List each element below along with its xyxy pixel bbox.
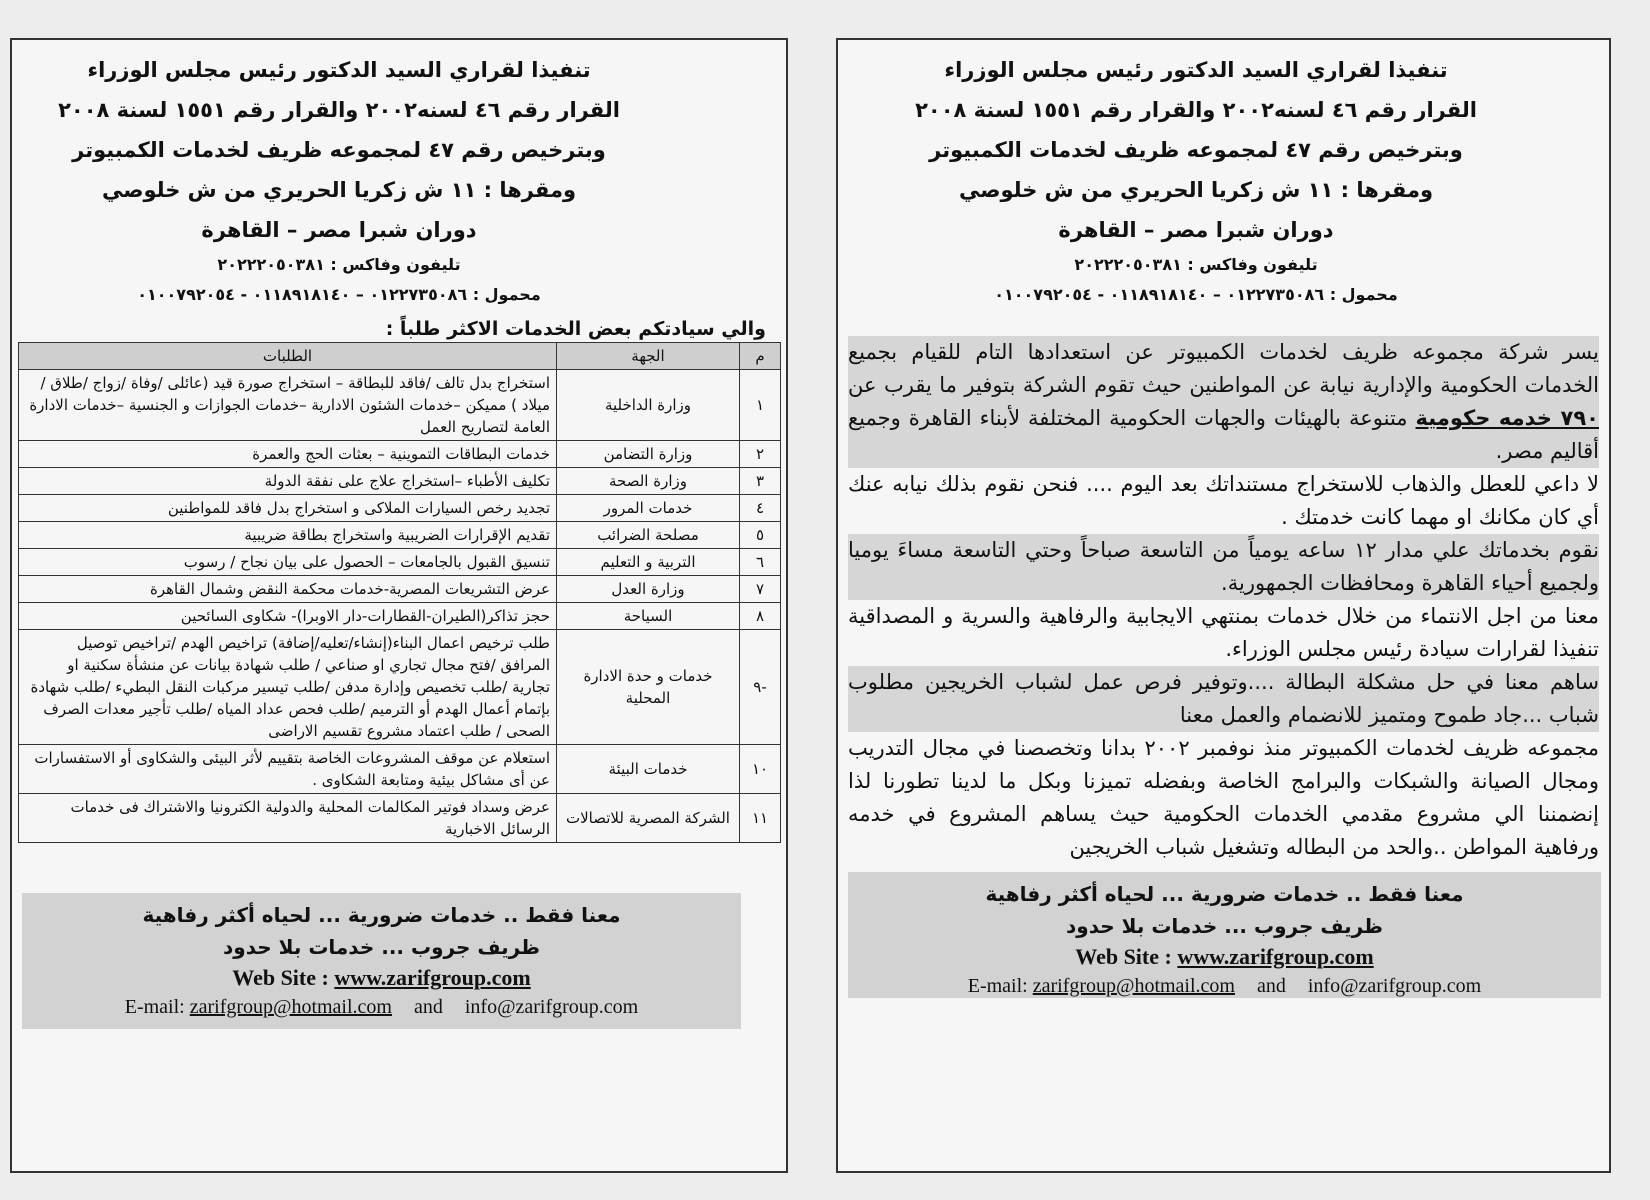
row-num: ٥ bbox=[740, 522, 781, 549]
row-dept: وزارة العدل bbox=[557, 576, 740, 603]
services-intro: والي سيادتكم بعض الخدمات الاكثر طلباً : bbox=[385, 318, 766, 340]
slogan-line-2: ظريف جروب ... خدمات بلا حدود bbox=[223, 935, 540, 959]
slogan-line-1: معنا فقط .. خدمات ضرورية ... لحياه أكثر رفاهية bbox=[985, 882, 1464, 906]
website-link[interactable]: www.zarifgroup.com bbox=[334, 965, 531, 990]
address-line: ومقرها : ١١ ش زكريا الحريري من ش خلوصي bbox=[958, 178, 1434, 202]
decree-line: تنفيذا لقراري السيد الدكتور رئيس مجلس الوزراء bbox=[944, 58, 1448, 82]
decree-numbers: القرار رقم ٤٦ لسنه٢٠٠٢ والقرار رقم ١٥٥١ لسنة ٢٠٠٨ bbox=[915, 98, 1477, 122]
paragraph-belonging: معنا من اجل الانتماء من خلال خدمات بمنتهي الايجابية والرفاهية والسرية و المصداقية تنفيذا لقرارات سيادة رئيس مجلس الوزراء. bbox=[848, 604, 1599, 661]
column-header-dept: الجهة bbox=[557, 343, 740, 370]
right-footer bbox=[848, 872, 1601, 998]
address-line: ومقرها : ١١ ش زكريا الحريري من ش خلوصي bbox=[101, 178, 577, 202]
table-row bbox=[19, 495, 781, 522]
row-dept: التربية و التعليم bbox=[557, 549, 740, 576]
row-dept: السياحة bbox=[557, 603, 740, 630]
row-num: ١٠ bbox=[740, 745, 781, 794]
right-panel bbox=[836, 38, 1611, 1173]
row-num: ٧ bbox=[740, 576, 781, 603]
row-dept: مصلحة الضرائب bbox=[557, 522, 740, 549]
row-dept: خدمات البيئة bbox=[557, 745, 740, 794]
table-row bbox=[19, 630, 781, 745]
row-requests: تكليف الأطباء –استخراج علاج على نفقة الدولة bbox=[19, 468, 557, 495]
row-requests: عرض التشريعات المصرية-خدمات محكمة النقض وشمال القاهرة bbox=[19, 576, 557, 603]
table-row bbox=[19, 794, 781, 843]
row-requests: طلب ترخيص اعمال البناء(إنشاء/تعليه/إضافة) تراخيص الهدم /تراخيص توصيل المرافق /فتح مجال تجاري او صناعي / طلب شهادة بيانات عن منشأة سكنية او تجارية /طلب تخصيص وإدارة مدفن /طلب تيسير مركبات النقل البطيء /طلب شهادة بإتمام أعمال الهدم أو الترميم /طلب فحص عداد المياه /طلب تأجير معدات الصرف الصحى / طلب اعتماد مشروع تقسيم الاراضى bbox=[19, 630, 557, 745]
column-header-requests: الطلبات bbox=[19, 343, 557, 370]
row-num: -٩ bbox=[740, 630, 781, 745]
table-row bbox=[19, 549, 781, 576]
paragraph-unemployment: ساهم معنا في حل مشكلة البطالة ....وتوفير فرص عمل لشباب الخريجين مطلوب شباب ...جاد طموح ومتميز للانضمام والعمل معنا bbox=[848, 666, 1599, 732]
email-line bbox=[22, 993, 741, 1021]
email-and: and bbox=[413, 996, 443, 1018]
row-num: ١ bbox=[740, 370, 781, 441]
address-city: دوران شبرا مصر – القاهرة bbox=[201, 218, 477, 242]
license-line: وبترخيص رقم ٤٧ لمجموعه ظريف لخدمات الكمبيوتر bbox=[72, 138, 606, 162]
row-dept: وزارة الداخلية bbox=[557, 370, 740, 441]
email-link-hotmail[interactable]: zarifgroup@hotmail.com bbox=[1032, 975, 1235, 997]
row-requests: تقديم الإقرارات الضريبية واستخراج بطاقة ضريبية bbox=[19, 522, 557, 549]
slogan-line-2: ظريف جروب ... خدمات بلا حدود bbox=[1066, 914, 1383, 938]
phone-fax: تليفون وفاكس : ٢٠٢٢٢٠٥٠٣٨١ bbox=[217, 255, 461, 274]
table-row bbox=[19, 370, 781, 441]
row-requests: حجز تذاكر(الطيران-القطارات-دار الاوبرا)- شكاوى السائحين bbox=[19, 603, 557, 630]
left-panel bbox=[10, 38, 788, 1173]
slogan-line-1: معنا فقط .. خدمات ضرورية ... لحياه أكثر رفاهية bbox=[142, 903, 621, 927]
row-requests: عرض وسداد فوتير المكالمات المحلية والدولية الكترونيا والاشتراك فى خدمات الرسائل الاخبارية bbox=[19, 794, 557, 843]
row-dept: وزارة التضامن bbox=[557, 441, 740, 468]
mobile-numbers: محمول : ٠١٢٢٧٣٥٠٨٦ – ٠١١٨٩١٨١٤٠ - ٠١٠٠٧٩٢٠٥٤ bbox=[137, 285, 541, 304]
row-requests: استعلام عن موقف المشروعات الخاصة بتقييم لأثر البيئى والشكاوى أو الاستفسارات عن أى مشاكل بيئية ومتابعة الشكاوى . bbox=[19, 745, 557, 794]
decree-numbers: القرار رقم ٤٦ لسنه٢٠٠٢ والقرار رقم ١٥٥١ لسنة ٢٠٠٨ bbox=[58, 98, 620, 122]
phone-fax: تليفون وفاكس : ٢٠٢٢٢٠٥٠٣٨١ bbox=[1074, 255, 1318, 274]
row-requests: تنسيق القبول بالجامعات – الحصول على بيان نجاح / رسوب bbox=[19, 549, 557, 576]
paragraph-intro-text-end: متنوعة بالهيئات والجهات الحكومية المختلفة لأبناء القاهرة وجميع أقاليم مصر. bbox=[848, 406, 1599, 463]
table-header-row bbox=[19, 343, 781, 370]
paragraph-no-need: لا داعي للعطل والذهاب للاستخراج مستنداتك بعد اليوم .... فنحن نقوم بذلك نيابه عنك أي كان مكانك او مهما كانت خدمتك . bbox=[848, 472, 1599, 529]
row-num: ٦ bbox=[740, 549, 781, 576]
row-requests: خدمات البطاقات التموينية – بعثات الحج والعمرة bbox=[19, 441, 557, 468]
row-dept: خدمات المرور bbox=[557, 495, 740, 522]
paragraph-intro bbox=[848, 336, 1599, 468]
website-link[interactable]: www.zarifgroup.com bbox=[1177, 944, 1374, 969]
mobile-numbers: محمول : ٠١٢٢٧٣٥٠٨٦ – ٠١١٨٩١٨١٤٠ - ٠١٠٠٧٩٢٠٥٤ bbox=[994, 285, 1398, 304]
email-link-info[interactable]: info@zarifgroup.com bbox=[1307, 975, 1482, 997]
license-line: وبترخيص رقم ٤٧ لمجموعه ظريف لخدمات الكمبيوتر bbox=[929, 138, 1463, 162]
row-dept: الشركة المصرية للاتصالات bbox=[557, 794, 740, 843]
email-link-info[interactable]: info@zarifgroup.com bbox=[464, 996, 639, 1018]
row-dept: خدمات و حدة الادارة المحلية bbox=[557, 630, 740, 745]
paragraph-history: مجموعه ظريف لخدمات الكمبيوتر منذ نوفمبر ٢٠٠٢ بدانا وتخصصنا في مجال التدريب ومجال الصيانة والشبكات والبرامج الخاصة وبفضله تميزنا وبكل ما لدينا تطورنا لذا إنضمننا الي مشروع مقدمي الخدمات الحكومية حيث يساهم المشروع في خدمه ورفاهية المواطن ..والحد من البطاله وتشغيل شباب الخريجين bbox=[848, 736, 1599, 859]
website-label: Web Site : bbox=[232, 965, 335, 990]
column-header-num: م bbox=[740, 343, 781, 370]
row-requests: تجديد رخص السيارات الملاكى و استخراج بدل فاقد للمواطنين bbox=[19, 495, 557, 522]
email-label: E-mail: bbox=[967, 975, 1033, 997]
paragraph-intro-text: يسر شركة مجموعه ظريف لخدمات الكمبيوتر عن استعدادها التام للقيام بجميع الخدمات الحكومية والإدارية نيابة عن المواطنين حيث تقوم الشركة بتوفير ما يقرب عن bbox=[848, 340, 1599, 397]
services-count-highlight: ٧٩٠ خدمه حكومية bbox=[1415, 406, 1599, 430]
table-row bbox=[19, 576, 781, 603]
services-table bbox=[18, 342, 781, 843]
website-line bbox=[848, 942, 1601, 972]
email-label: E-mail: bbox=[124, 996, 190, 1018]
table-row bbox=[19, 603, 781, 630]
row-num: ٣ bbox=[740, 468, 781, 495]
table-row bbox=[19, 522, 781, 549]
row-num: ٨ bbox=[740, 603, 781, 630]
decree-line: تنفيذا لقراري السيد الدكتور رئيس مجلس الوزراء bbox=[87, 58, 591, 82]
company-description bbox=[848, 336, 1599, 864]
left-header bbox=[12, 40, 786, 310]
row-num: ١١ bbox=[740, 794, 781, 843]
table-row bbox=[19, 745, 781, 794]
table-row bbox=[19, 468, 781, 495]
paragraph-hours: نقوم بخدماتك علي مدار ١٢ ساعه يومياً من التاسعة صباحاً وحتي التاسعة مساءَ يوميا ولجميع أحياء القاهرة ومحافظات الجمهورية. bbox=[848, 534, 1599, 600]
email-and: and bbox=[1256, 975, 1286, 997]
row-requests: استخراج بدل تالف /فاقد للبطاقة – استخراج صورة قيد (عائلى /وفاة /زواج /طلاق / ميلاد ) مميكن –خدمات الشئون الادارية –خدمات الجوازات و الجنسية –خدمات الادارة العامة لتصاريح العمل bbox=[19, 370, 557, 441]
address-city: دوران شبرا مصر – القاهرة bbox=[1058, 218, 1334, 242]
row-num: ٤ bbox=[740, 495, 781, 522]
right-header bbox=[838, 40, 1609, 310]
email-line bbox=[848, 972, 1601, 1000]
email-link-hotmail[interactable]: zarifgroup@hotmail.com bbox=[189, 996, 392, 1018]
row-num: ٢ bbox=[740, 441, 781, 468]
row-dept: وزارة الصحة bbox=[557, 468, 740, 495]
table-row bbox=[19, 441, 781, 468]
website-line bbox=[22, 963, 741, 993]
website-label: Web Site : bbox=[1075, 944, 1178, 969]
left-footer bbox=[22, 893, 741, 1029]
